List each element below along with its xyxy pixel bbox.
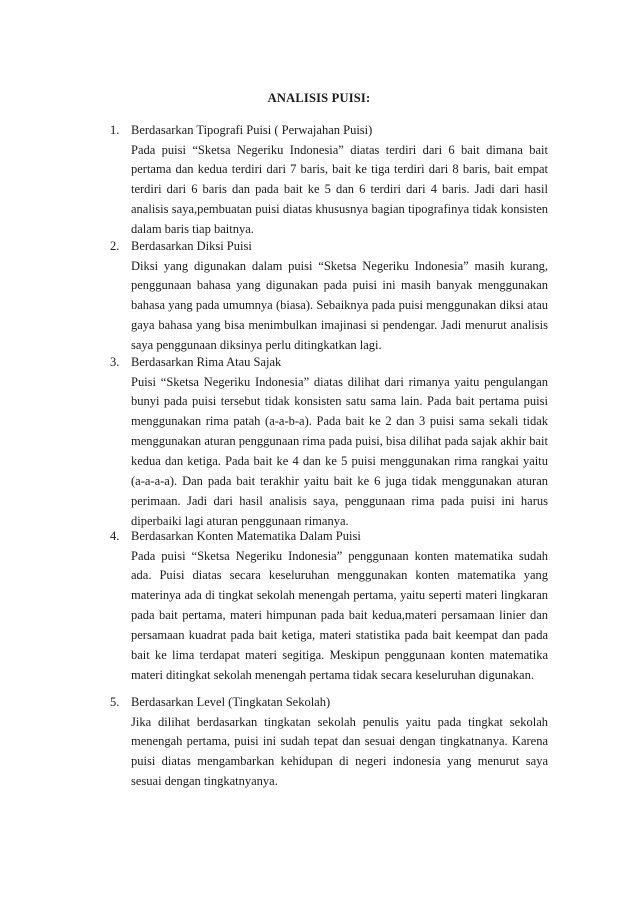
analysis-section-2 xyxy=(110,237,548,356)
section-number: 2. xyxy=(110,239,120,253)
section-body: Diksi yang digunakan dalam puisi “Sketsa Negeriku Indonesia” masih kurang, penggunaan bahasa yang digunakan pada puisi ini masih banyak menggunakan bahasa yang pada umumnya (biasa). Sebaiknya pada puisi menggunakan diksi atau gaya bahasa yang bisa menimbulkan imajinasi si pendengar. Jadi menurut analisis saya penggunaan diksinya perlu ditingkatkan lagi. xyxy=(131,258,548,353)
analysis-section-1 xyxy=(110,121,548,240)
section-heading: Berdasarkan Level (Tingkatan Sekolah) xyxy=(131,695,331,709)
section-heading: Berdasarkan Tipografi Puisi ( Perwajahan Puisi) xyxy=(131,123,373,137)
section-number: 4. xyxy=(110,529,120,543)
section-number: 3. xyxy=(110,355,120,369)
analysis-section-3 xyxy=(110,353,548,532)
section-heading: Berdasarkan Diksi Puisi xyxy=(131,239,252,253)
section-body: Pada puisi “Sketsa Negeriku Indonesia” diatas terdiri dari 6 bait dimana bait pertama dan kedua terdiri dari 7 baris, bait ke tiga terdiri dari 8 baris, bait empat terdiri dari 6 baris dan pada bait ke 5 dan 6 terdiri dari 4 baris. Jadi dari hasil analisis saya,pembuatan puisi diatas khususnya bagian tipografinya tidak konsisten dalam baris tiap baitnya. xyxy=(131,142,548,237)
section-body: Puisi “Sketsa Negeriku Indonesia” diatas dilihat dari rimanya yaitu pengulangan bunyi pada puisi tersebut tidak konsisten satu sama lain. Pada bait pertama puisi menggunakan rima patah (a-a-b-a). Pada bait ke 2 dan 3 puisi sama sekali tidak menggunakan aturan penggunaan rima pada puisi, bisa dilihat pada sajak akhir bait kedua dan ketiga. Pada bait ke 4 dan ke 5 puisi menggunakan rima rangkai yaitu (a-a-a-a). Dan pada bait terakhir yaitu bait ke 6 juga tidak menggunakan aturan perimaan. Jadi dari hasil analisis saya, penggunaan rima pada puisi ini harus diperbaiki lagi aturan penggunaan rimanya. xyxy=(131,374,548,528)
section-number: 5. xyxy=(110,695,120,709)
analysis-section-5 xyxy=(110,693,548,792)
section-heading: Berdasarkan Konten Matematika Dalam Puisi xyxy=(131,529,361,543)
document-title: ANALISIS PUISI: xyxy=(267,91,371,105)
section-number: 1. xyxy=(110,123,120,137)
section-body: Pada puisi “Sketsa Negeriku Indonesia” penggunaan konten matematika sudah ada. Puisi diatas secara keseluruhan menggunakan konten matematika yang materinya ada di tingkat sekolah menengah pertama, yaitu seperti materi lingkaran pada bait pertama, materi himpunan pada bait kedua,materi persamaan linier dan persamaan kuadrat pada bait ketiga, materi statistika pada bait keempat dan pada bait ke lima terdapat materi segitiga. Meskipun penggunaan konten matematika materi ditingkat sekolah menengah pertama tidak secara keseluruhan digunakan. xyxy=(131,548,548,682)
analysis-section-4 xyxy=(110,527,548,686)
section-body: Jika dilihat berdasarkan tingkatan sekolah penulis yaitu pada tingkat sekolah menengah pertama, puisi ini sudah tepat dan sesuai dengan tingkatnanya. Karena puisi diatas mengambarkan kehidupan di negeri indonesia yang menurut saya sesuai dengan tingkatnyanya. xyxy=(131,714,548,789)
section-heading: Berdasarkan Rima Atau Sajak xyxy=(131,355,282,369)
